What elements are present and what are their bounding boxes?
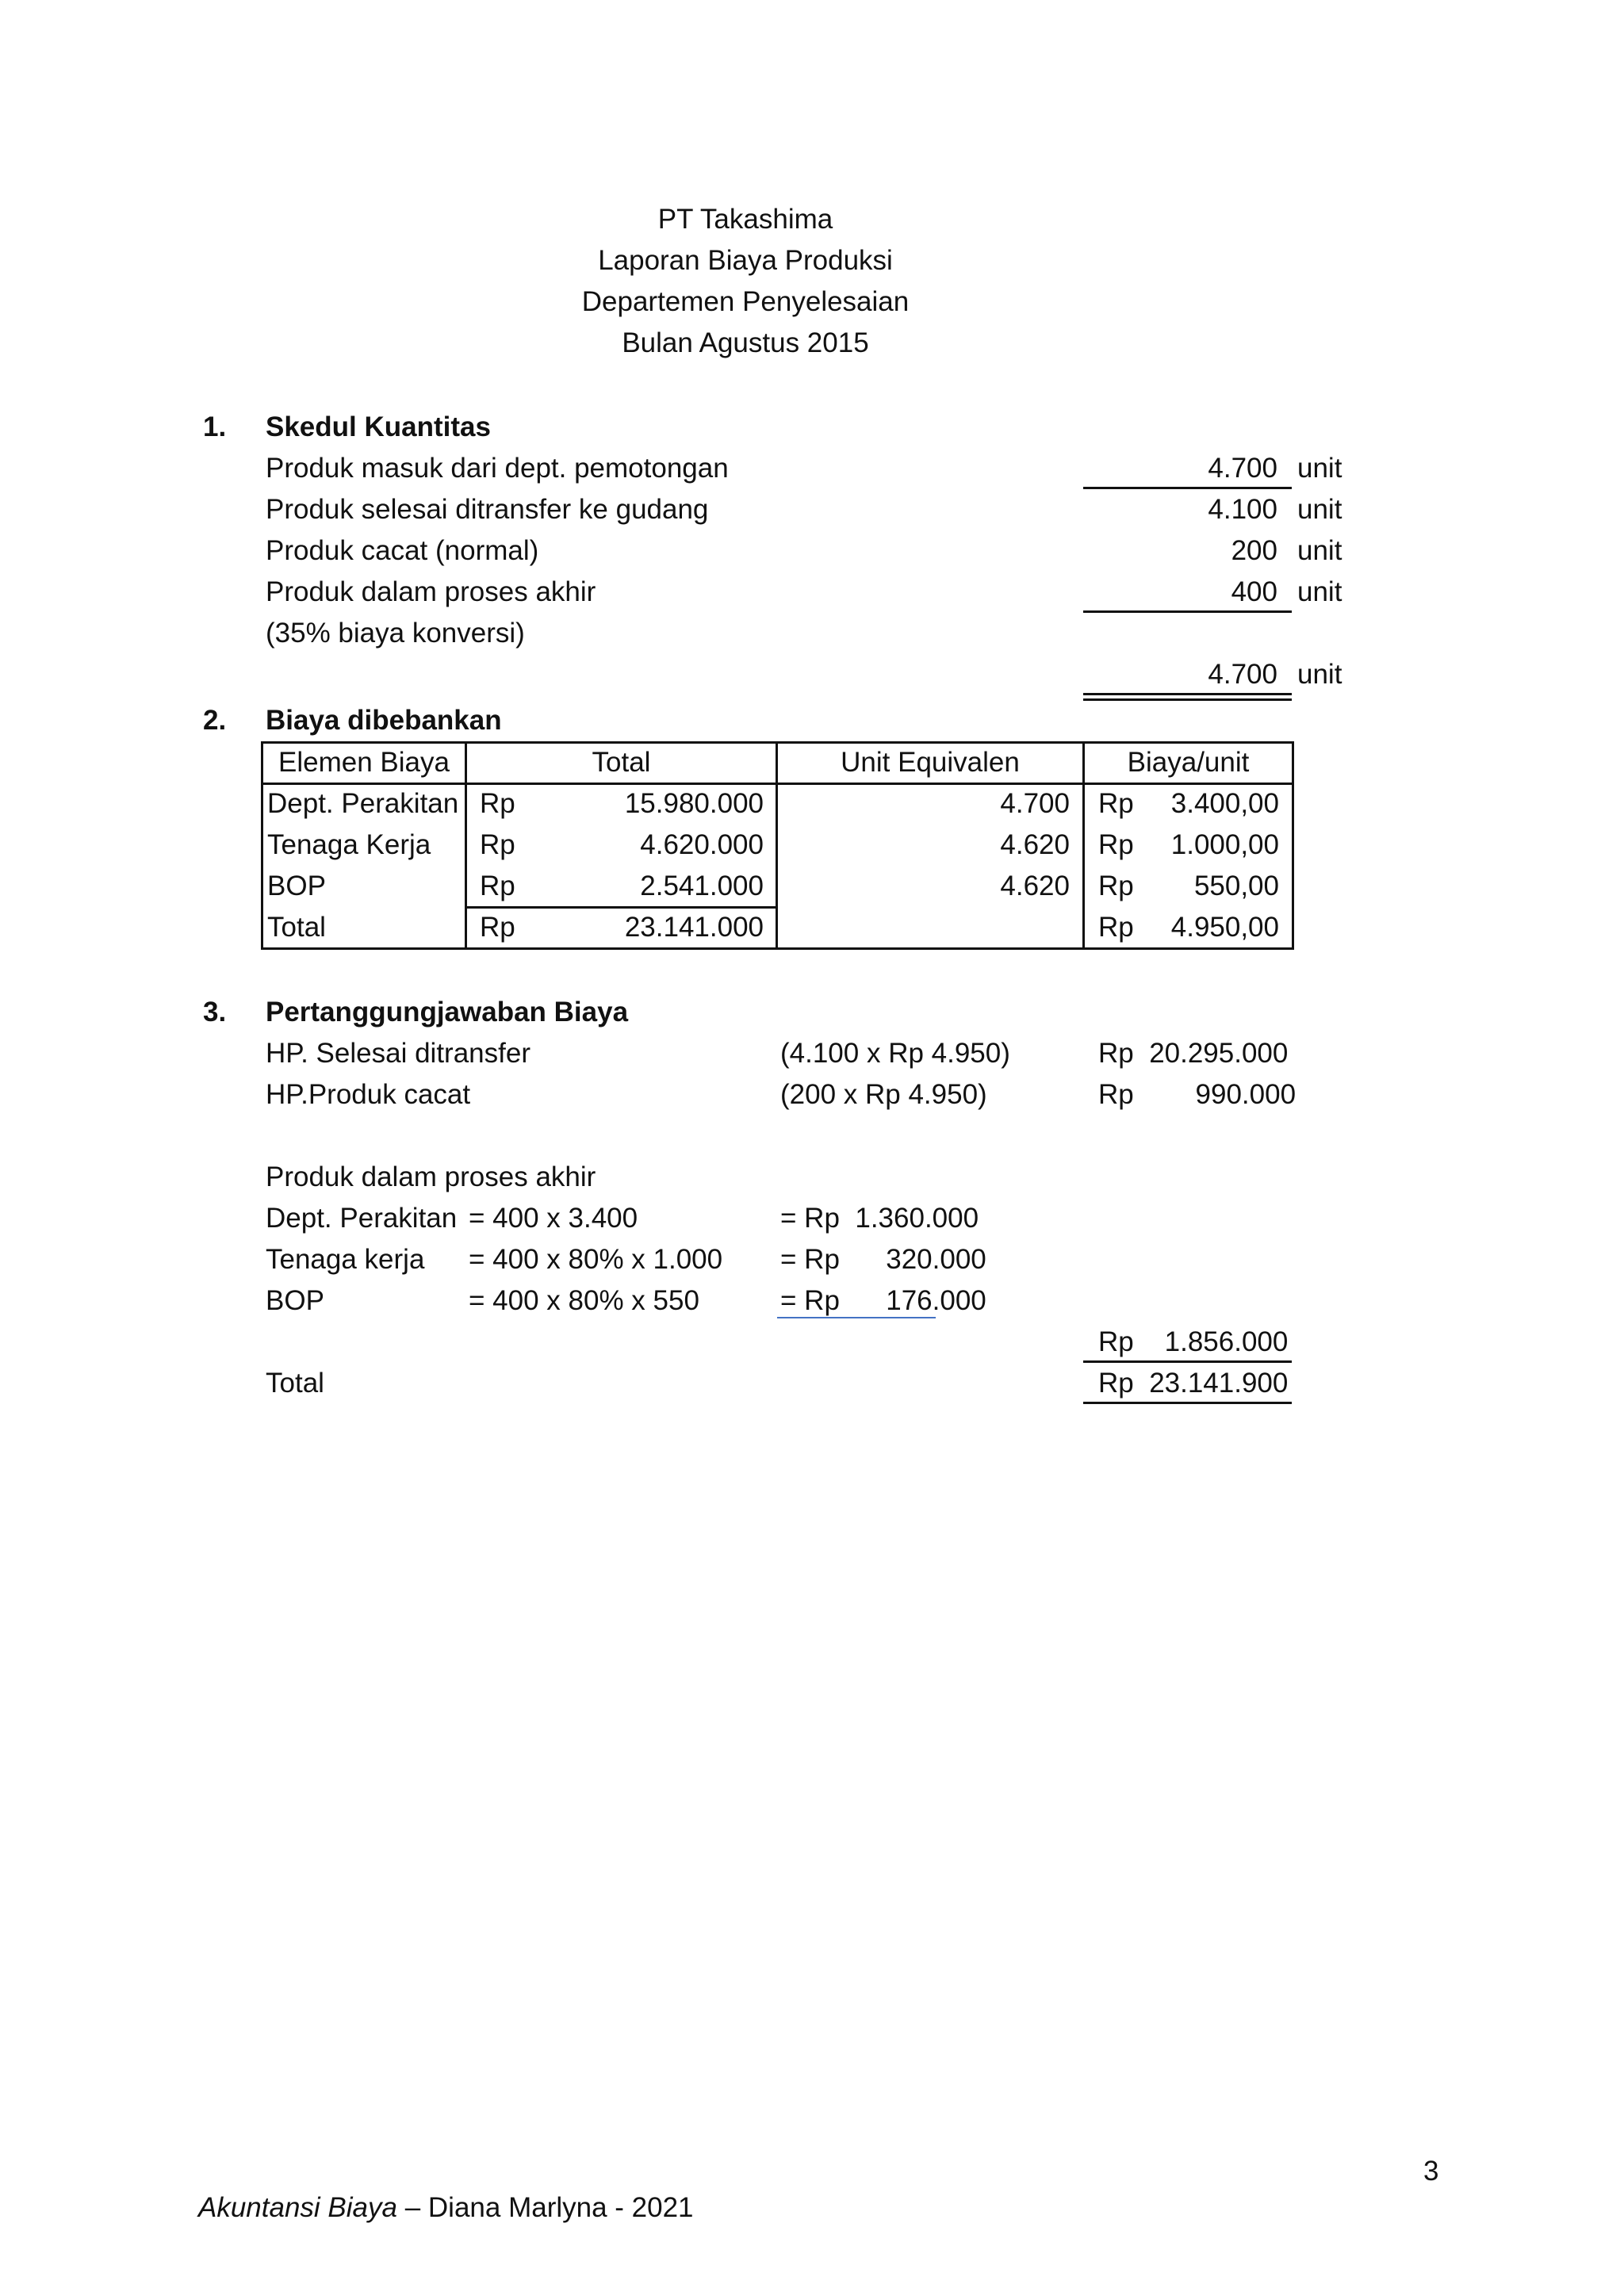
pdp-row-value: = Rp 1.360.000 (780, 1203, 979, 1234)
table-cell-currency: Rp (1098, 871, 1134, 901)
pdp-row-label: Dept. Perakitan (266, 1203, 458, 1234)
report-title: Laporan Biaya Produksi (598, 245, 893, 276)
table-cell-cost: 3.400,00 (1170, 788, 1279, 819)
qty-note: (35% biaya konversi) (266, 618, 525, 649)
table-header: Elemen Biaya (278, 747, 450, 778)
qty-total: 4.700 (1208, 659, 1277, 690)
table-cell-currency: Rp (480, 788, 515, 819)
page-number: 3 (1423, 2156, 1439, 2187)
section-1-title: Skedul Kuantitas (266, 411, 491, 442)
hp-selesai-label: HP. Selesai ditransfer (266, 1038, 530, 1069)
qty-row-value: 4.700 (1208, 453, 1277, 484)
unit-label: unit (1297, 659, 1342, 690)
table-cell-element: Dept. Perakitan (267, 788, 459, 819)
table-header: Unit Equivalen (841, 747, 1020, 778)
footer-book-title: Akuntansi Biaya (198, 2192, 397, 2223)
underline (1083, 1402, 1292, 1404)
footer-text (198, 2187, 694, 2229)
table-cell-currency: Rp (480, 829, 515, 860)
section-2-number: 2. (203, 705, 227, 736)
table-cell-cost: 4.950,00 (1170, 912, 1279, 943)
table-cell-element: Total (267, 912, 326, 943)
grand-total-label: Total (266, 1368, 324, 1399)
qty-row-value: 400 (1231, 576, 1277, 607)
table-cell-total: 4.620.000 (640, 829, 764, 860)
section-2-title: Biaya dibebankan (266, 705, 502, 736)
unit-label: unit (1297, 453, 1342, 484)
table-border (1292, 741, 1294, 950)
hp-cacat-label: HP.Produk cacat (266, 1079, 471, 1110)
grand-total-value: Rp 23.141.900 (1098, 1368, 1289, 1399)
pdp-total-value: Rp 1.856.000 (1098, 1326, 1289, 1357)
hp-selesai-value: Rp 20.295.000 (1098, 1038, 1289, 1069)
pdp-row-calc: = 400 x 3.400 (469, 1203, 638, 1234)
double-underline-top (1083, 693, 1292, 695)
table-header: Biaya/unit (1127, 747, 1250, 778)
qty-row-label: Produk dalam proses akhir (266, 576, 596, 607)
section-3-title: Pertanggungjawaban Biaya (266, 997, 629, 1027)
double-underline-bottom (1083, 698, 1292, 701)
table-cell-cost: 550,00 (1193, 871, 1279, 901)
report-period: Bulan Agustus 2015 (622, 327, 869, 358)
pdp-row-value: = Rp 176.000 (780, 1285, 986, 1316)
hp-cacat-value: Rp 990.000 (1098, 1079, 1297, 1110)
section-3-number: 3. (203, 997, 227, 1027)
table-cell-total: 15.980.000 (624, 788, 764, 819)
department-name: Departemen Penyelesaian (581, 286, 910, 317)
table-cell-total: 2.541.000 (640, 871, 764, 901)
table-cell-currency: Rp (480, 871, 515, 901)
table-cell-ue: 4.620 (1000, 871, 1070, 901)
table-cell-currency: Rp (1098, 912, 1134, 943)
pdp-row-calc: = 400 x 80% x 550 (469, 1285, 699, 1316)
unit-label: unit (1297, 576, 1342, 607)
pdp-row-calc: = 400 x 80% x 1.000 (469, 1244, 723, 1275)
pdp-row-label: Tenaga kerja (266, 1244, 425, 1275)
pdp-title: Produk dalam proses akhir (266, 1161, 596, 1192)
qty-row-label: Produk cacat (normal) (266, 535, 539, 566)
table-cell-ue: 4.620 (1000, 829, 1070, 860)
pdp-row-value: = Rp 320.000 (780, 1244, 986, 1275)
footer-author: – Diana Marlyna - 2021 (396, 2192, 694, 2223)
qty-row-label: Produk masuk dari dept. pemotongan (266, 453, 729, 484)
table-cell-cost: 1.000,00 (1170, 829, 1279, 860)
qty-row-label: Produk selesai ditransfer ke gudang (266, 494, 709, 525)
table-header: Total (592, 747, 651, 778)
unit-label: unit (1297, 535, 1342, 566)
table-cell-element: BOP (267, 871, 326, 901)
section-1-number: 1. (203, 411, 227, 442)
qty-row-value: 4.100 (1208, 494, 1277, 525)
pdp-row-label: BOP (266, 1285, 324, 1316)
qty-row-value: 200 (1231, 535, 1277, 566)
hp-selesai-calc: (4.100 x Rp 4.950) (780, 1038, 1010, 1069)
table-cell-currency: Rp (1098, 829, 1134, 860)
unit-label: unit (1297, 494, 1342, 525)
hp-cacat-calc: (200 x Rp 4.950) (780, 1079, 987, 1110)
blue-underline (777, 1317, 936, 1318)
table-cell-total: 23.141.000 (624, 912, 764, 943)
company-name: PT Takashima (657, 204, 833, 235)
underline (1083, 610, 1292, 613)
table-cell-element: Tenaga Kerja (267, 829, 431, 860)
table-cell-currency: Rp (1098, 788, 1134, 819)
table-cell-currency: Rp (480, 912, 515, 943)
table-cell-ue: 4.700 (1000, 788, 1070, 819)
